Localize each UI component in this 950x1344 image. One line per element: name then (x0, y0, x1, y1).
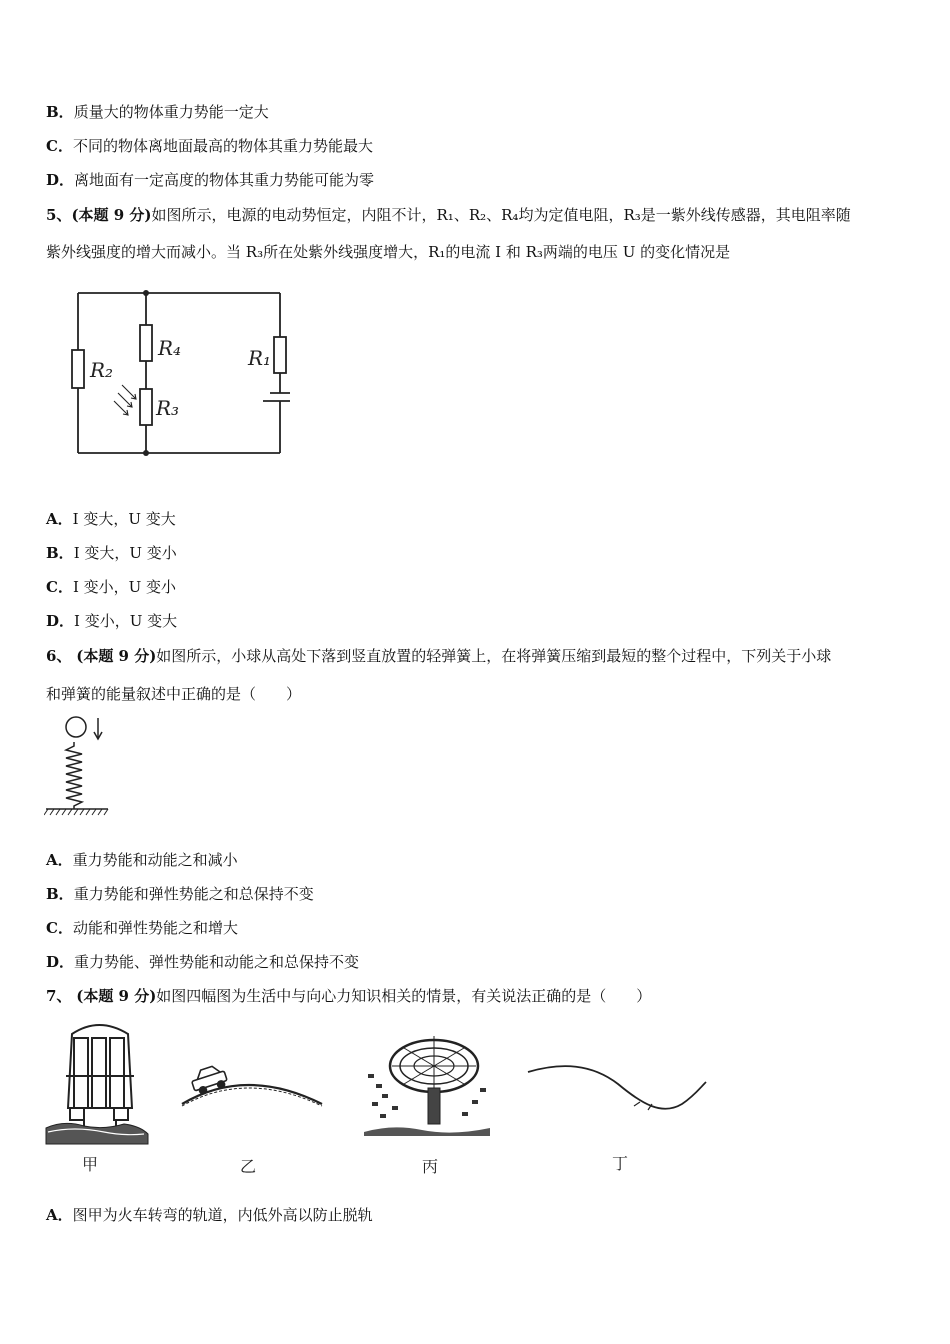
r4-label: R₄ (158, 336, 182, 360)
q7-stem-line1: 7、 (本题 9 分)如图四幅图为生活中与向心力知识相关的情景，有关说法正确的是（ ） (46, 987, 652, 1005)
q6-stem-line1: 6、 (本题 9 分)如图所示，小球从高处下落到竖直放置的轻弹簧上，在将弹簧压缩到最短的整个过程中，下列关于小球 (46, 647, 832, 665)
ground-hatching (44, 809, 108, 815)
r1-label: R₁ (248, 346, 272, 370)
r3-resistor (140, 389, 152, 425)
q4-option-b: B．质量大的物体重力势能一定大 (46, 103, 269, 121)
bottom-junction-node (143, 450, 149, 456)
r1-resistor (274, 337, 286, 373)
r2-label: R₂ (90, 358, 114, 382)
q4-option-d: D．离地面有一定高度的物体其重力势能可能为零 (46, 171, 375, 189)
q5-option-a: A．I 变大，U 变大 (46, 510, 176, 528)
figure-yi-car-on-arch-bridge (176, 1060, 326, 1120)
q6-stem-line2: 和弹簧的能量叙述中正确的是（ ） (46, 685, 302, 703)
q7-option-a: A．图甲为火车转弯的轨道，内低外高以防止脱轨 (46, 1206, 373, 1224)
q6-option-c: C．动能和弹性势能之和增大 (46, 919, 238, 937)
q5-circuit-diagram (70, 285, 290, 465)
caption-bing: 丙 (422, 1157, 439, 1176)
spring (66, 742, 82, 809)
q5-stem-line1: 5、(本题 9 分)如图所示，电源的电动势恒定，内阻不计，R₁、R₂、R₄均为定值电阻，R₃是一紫外线传感器，其电阻率随 (46, 206, 851, 224)
q5-option-d: D．I 变小，U 变大 (46, 612, 178, 630)
r3-label: R₃ (156, 396, 180, 420)
falling-ball (66, 717, 86, 737)
swing-seats (368, 1074, 486, 1118)
q5-option-b: B．I 变大，U 变小 (46, 544, 177, 562)
q4-option-c: C．不同的物体离地面最高的物体其重力势能最大 (46, 137, 373, 155)
caption-yi: 乙 (240, 1157, 257, 1176)
caption-ding: 丁 (612, 1154, 629, 1173)
down-arrow-icon (94, 718, 102, 739)
q5-stem-line2: 紫外线强度的增大而减小。当 R₃所在处紫外线强度增大，R₁的电流 I 和 R₃两端的电压 U 的变化情况是 (46, 243, 731, 261)
q6-option-d: D．重力势能、弹性势能和动能之和总保持不变 (46, 953, 360, 971)
q6-option-b: B．重力势能和弹性势能之和总保持不变 (46, 885, 314, 903)
figure-ding-wavy-track (522, 1058, 712, 1118)
q6-ball-spring-diagram (44, 714, 114, 818)
r2-resistor (72, 350, 84, 388)
q6-option-a: A．重力势能和动能之和减小 (46, 851, 238, 869)
figure-jia-train-on-track (44, 1016, 154, 1148)
q5-option-c: C．I 变小，U 变小 (46, 578, 177, 596)
r4-resistor (140, 325, 152, 361)
figure-bing-swing-ride (362, 1022, 492, 1140)
top-junction-node (143, 290, 149, 296)
uv-light-arrows-icon (114, 385, 136, 415)
caption-jia: 甲 (82, 1155, 99, 1174)
